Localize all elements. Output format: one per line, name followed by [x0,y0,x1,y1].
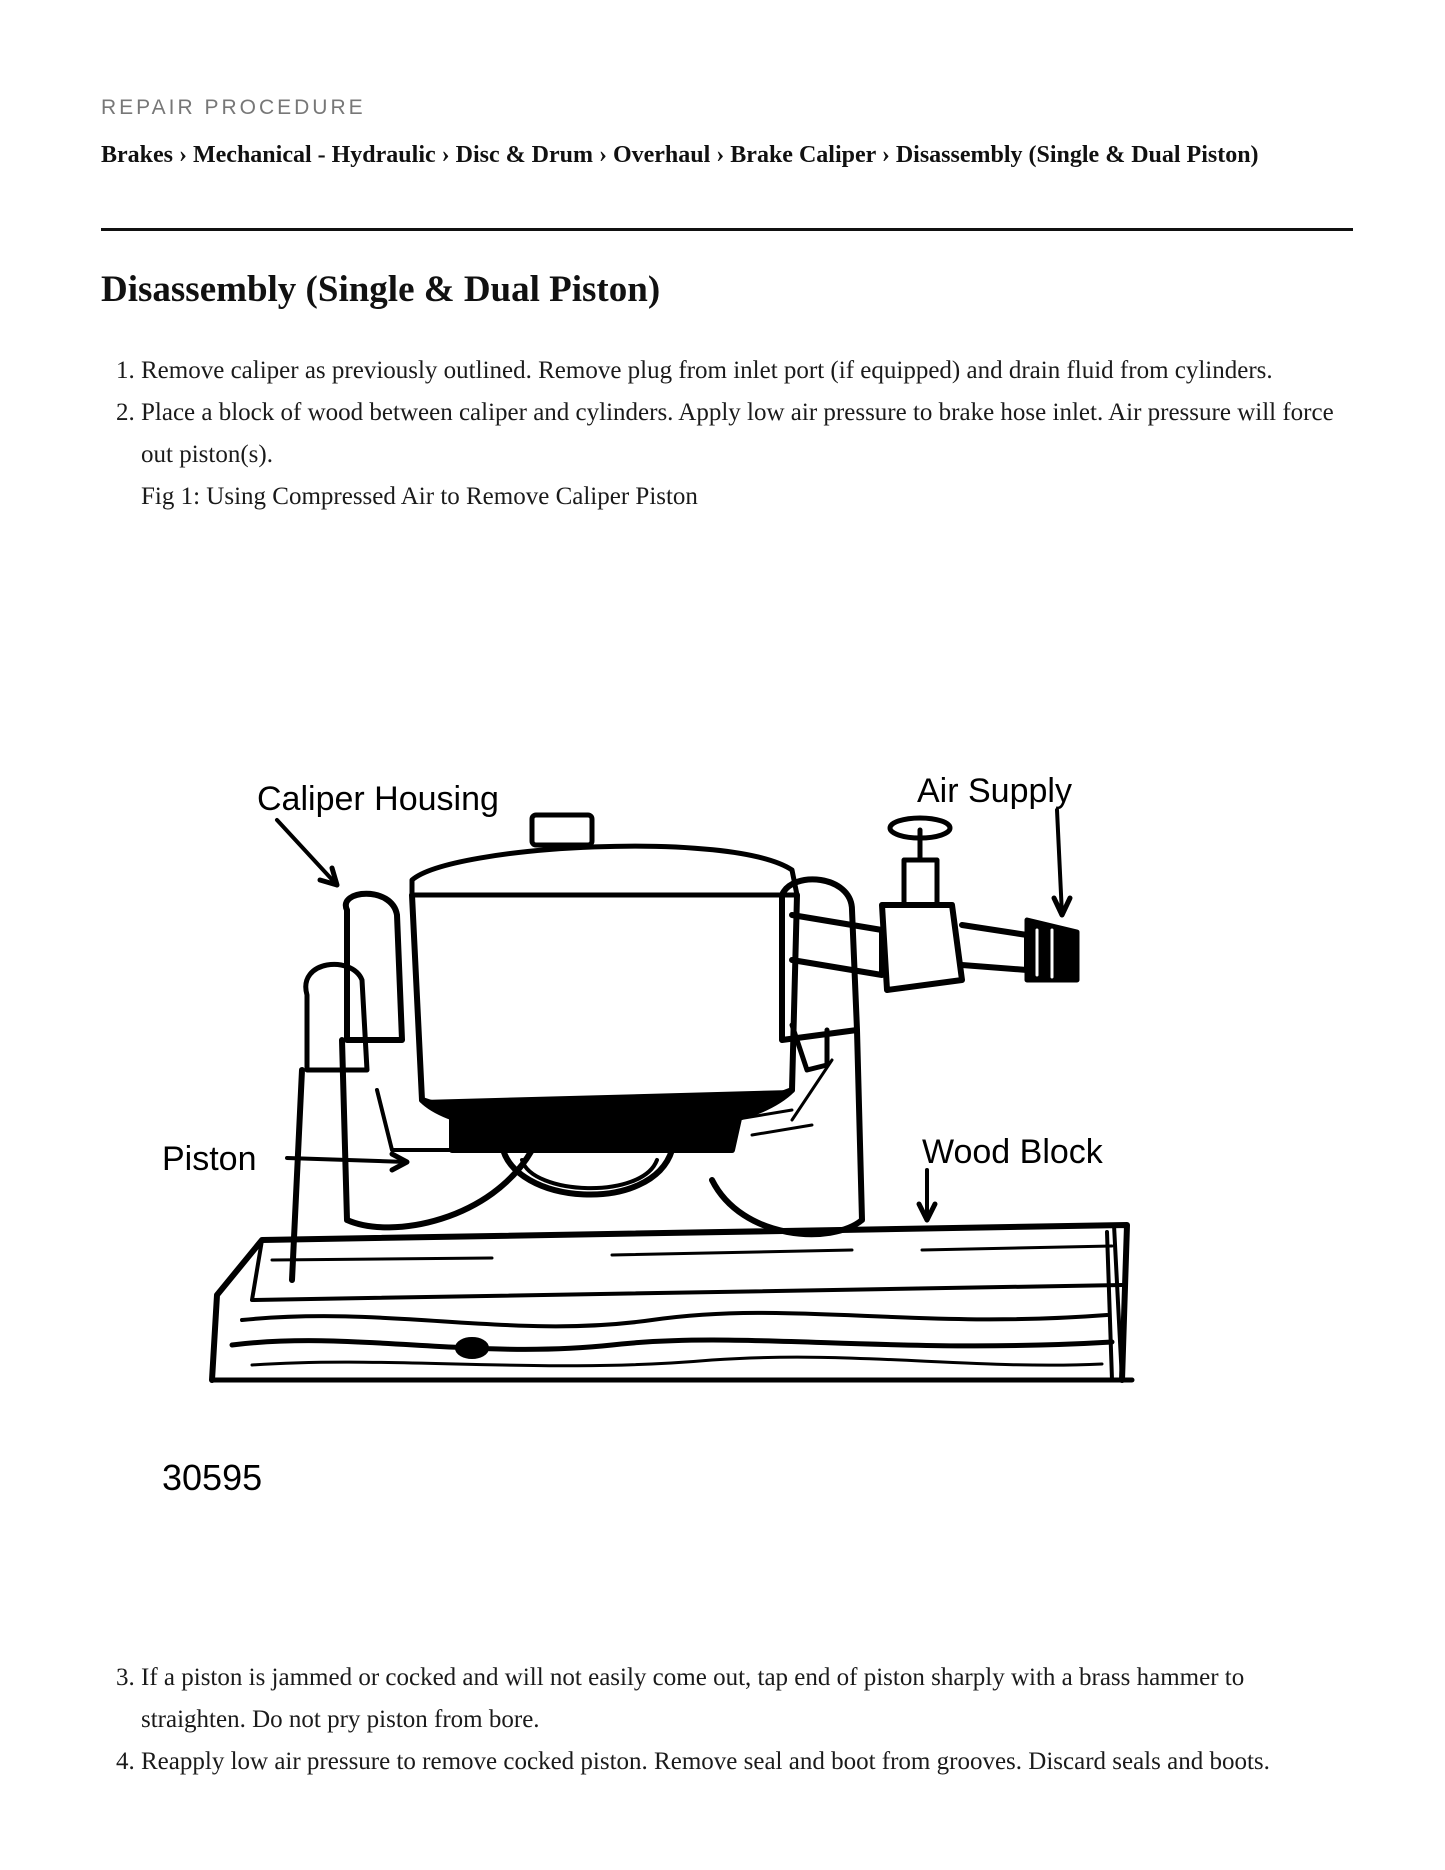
breadcrumb-separator: › [598,142,607,168]
breadcrumb-item-overhaul[interactable]: Overhaul [612,142,711,168]
label-caliper-housing: Caliper Housing [257,780,499,818]
section-kicker: REPAIR PROCEDURE [101,96,366,119]
breadcrumb-item-disc-drum[interactable]: Disc & Drum [455,142,593,168]
label-air-supply: Air Supply [917,772,1072,810]
step-1-text: Remove caliper as previously outlined. Remove plug from inlet port (if equipped) and drain fluid from cylinders. [141,357,1273,384]
figure-caption: Fig 1: Using Compressed Air to Remove Caliper Piston [141,483,698,510]
wood-block-drawing [212,1225,1132,1380]
figure-caliper-air [92,680,1292,1520]
breadcrumb-separator: › [881,142,890,168]
breadcrumb-item-mechanical-hydraulic[interactable]: Mechanical - Hydraulic [193,142,436,168]
procedure-steps [101,350,1353,518]
caliper-illustration [92,680,1292,1520]
figure-number: 30595 [162,1457,263,1498]
step-1 [141,350,1353,392]
step-2 [141,392,1353,518]
air-fitting-drawing [792,818,1077,990]
caliper-body-drawing [292,815,862,1280]
breadcrumb-separator: › [441,142,450,168]
step-2-text: Place a block of wood between caliper and cylinders. Apply low air pressure to brake hose inlet. Air pressure will force out piston(s). [141,399,1334,468]
breadcrumb-separator: › [179,142,187,168]
step-4-text: Reapply low air pressure to remove cocked piston. Remove seal and boot from grooves. Discard seals and boots. [141,1748,1270,1775]
breadcrumb-separator: › [716,142,725,168]
procedure-steps-continued [101,1657,1353,1783]
breadcrumb [101,136,1353,175]
label-piston: Piston [162,1140,257,1178]
page-title: Disassembly (Single & Dual Piston) [101,269,661,310]
breadcrumb-item-brake-caliper[interactable]: Brake Caliper [730,142,876,168]
breadcrumb-item-brakes[interactable]: Brakes [101,142,173,168]
header-divider [101,228,1353,231]
breadcrumb-item-current: Disassembly (Single & Dual Piston) [895,142,1259,168]
step-3-text: If a piston is jammed or cocked and will not easily come out, tap end of piston sharply with a brass hammer to straighten. Do not pry piston from bore. [141,1664,1245,1733]
label-wood-block: Wood Block [922,1133,1103,1171]
step-3 [141,1657,1353,1741]
step-4 [141,1741,1353,1783]
